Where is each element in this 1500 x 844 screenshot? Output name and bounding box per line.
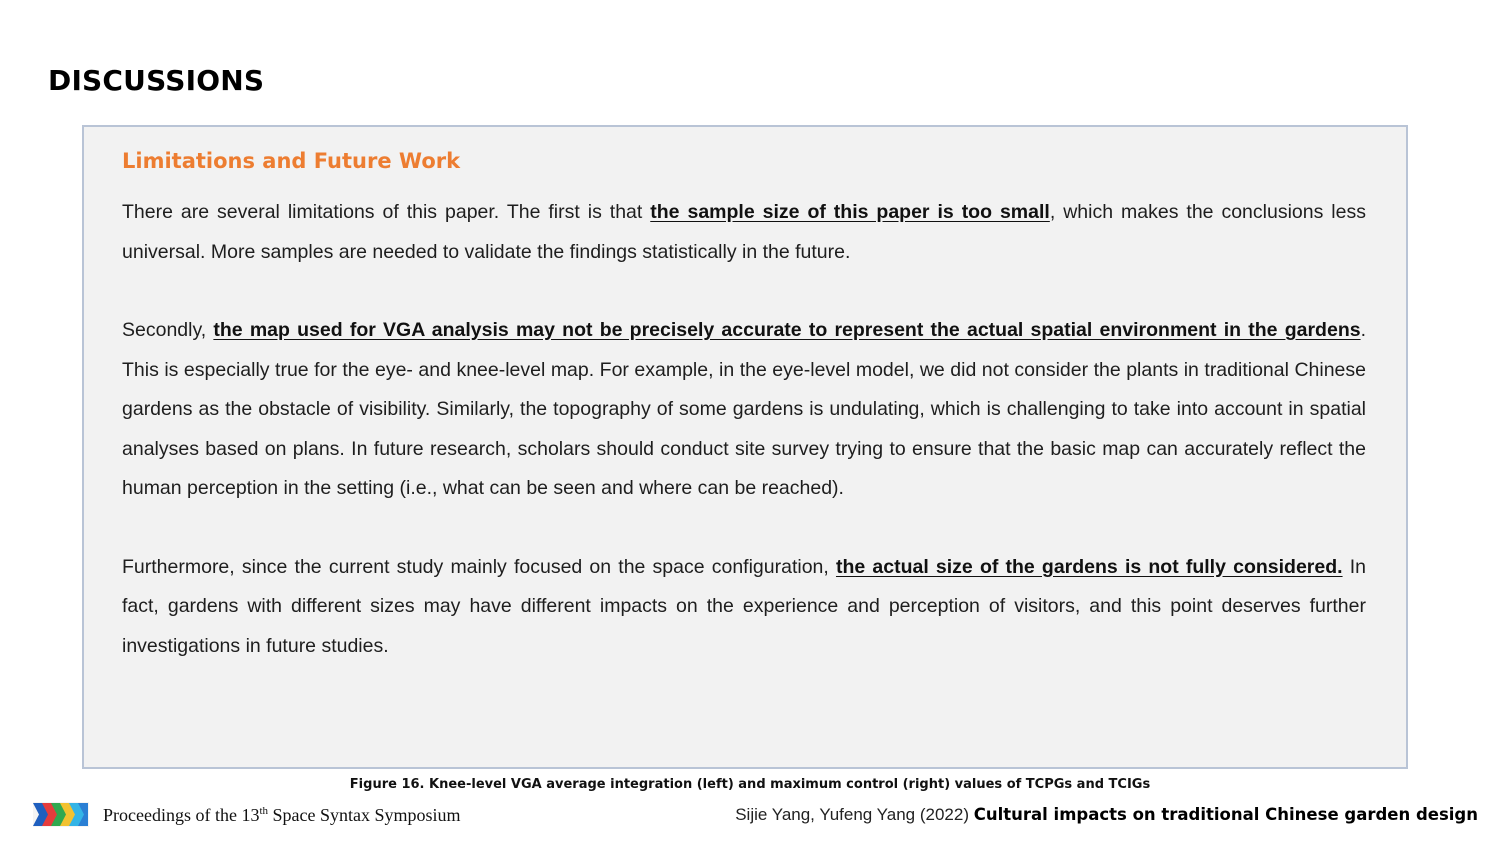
proceedings-label (103, 805, 461, 826)
emphasis-text: the sample size of this paper is too small (650, 201, 1050, 223)
emphasis-text: the actual size of the gardens is not fully considered. (835, 555, 1343, 578)
section-title: Limitations and Future Work (122, 149, 461, 173)
paragraph-text: Furthermore, since the current study mainly focused on the space configuration, (122, 555, 836, 578)
proceedings-text: Proceedings of the 13 (103, 805, 260, 825)
paragraph-map-accuracy (122, 311, 1366, 509)
citation-title: Cultural impacts on traditional Chinese garden design (973, 805, 1478, 824)
paragraph-text: . This is especially true for the eye- and knee-level map. For example, in the eye-level model, we did not consider the plants in traditional Chinese gardens as the obstacle of visibility. Similarly, the topography of some gardens is undulating, which is challenging to take into account in spatial analyses based on plans. In future research, scholars should conduct site survey trying to ensure that the basic map can accurately reflect the human perception in the setting (i.e., what can be seen and where can be reached). (122, 319, 1366, 499)
limitations-box (82, 125, 1408, 769)
paragraph-text: There are several limitations of this paper. The first is that (122, 201, 651, 223)
page-title: DISCUSSIONS (48, 64, 265, 97)
paragraph-sample-size (122, 193, 1366, 272)
paragraph-garden-size (122, 548, 1366, 667)
paragraph-text: Secondly, (122, 319, 214, 341)
proceedings-text: Space Syntax Symposium (268, 805, 461, 825)
citation (735, 805, 1478, 825)
citation-authors: Sijie Yang, Yufeng Yang (2022) (735, 805, 974, 824)
symposium-logo-icon (33, 800, 89, 829)
paragraph-text: In fact, gardens with different sizes may have different impacts on the experience and perception of visitors, and this point deserves further investigations in future studies. (122, 555, 1366, 657)
emphasis-text: the map used for VGA analysis may not be precisely accurate to represent the actual spatial environment in the gardens (213, 319, 1361, 341)
proceedings-ordinal: th (259, 805, 269, 817)
figure-caption: Figure 16. Knee-level VGA average integration (left) and maximum control (right) values of TCPGs and TCIGs (349, 777, 1151, 792)
paragraph-text: , which makes the conclusions less universal. More samples are needed to validate the findings statistically in the future. (122, 201, 1366, 263)
